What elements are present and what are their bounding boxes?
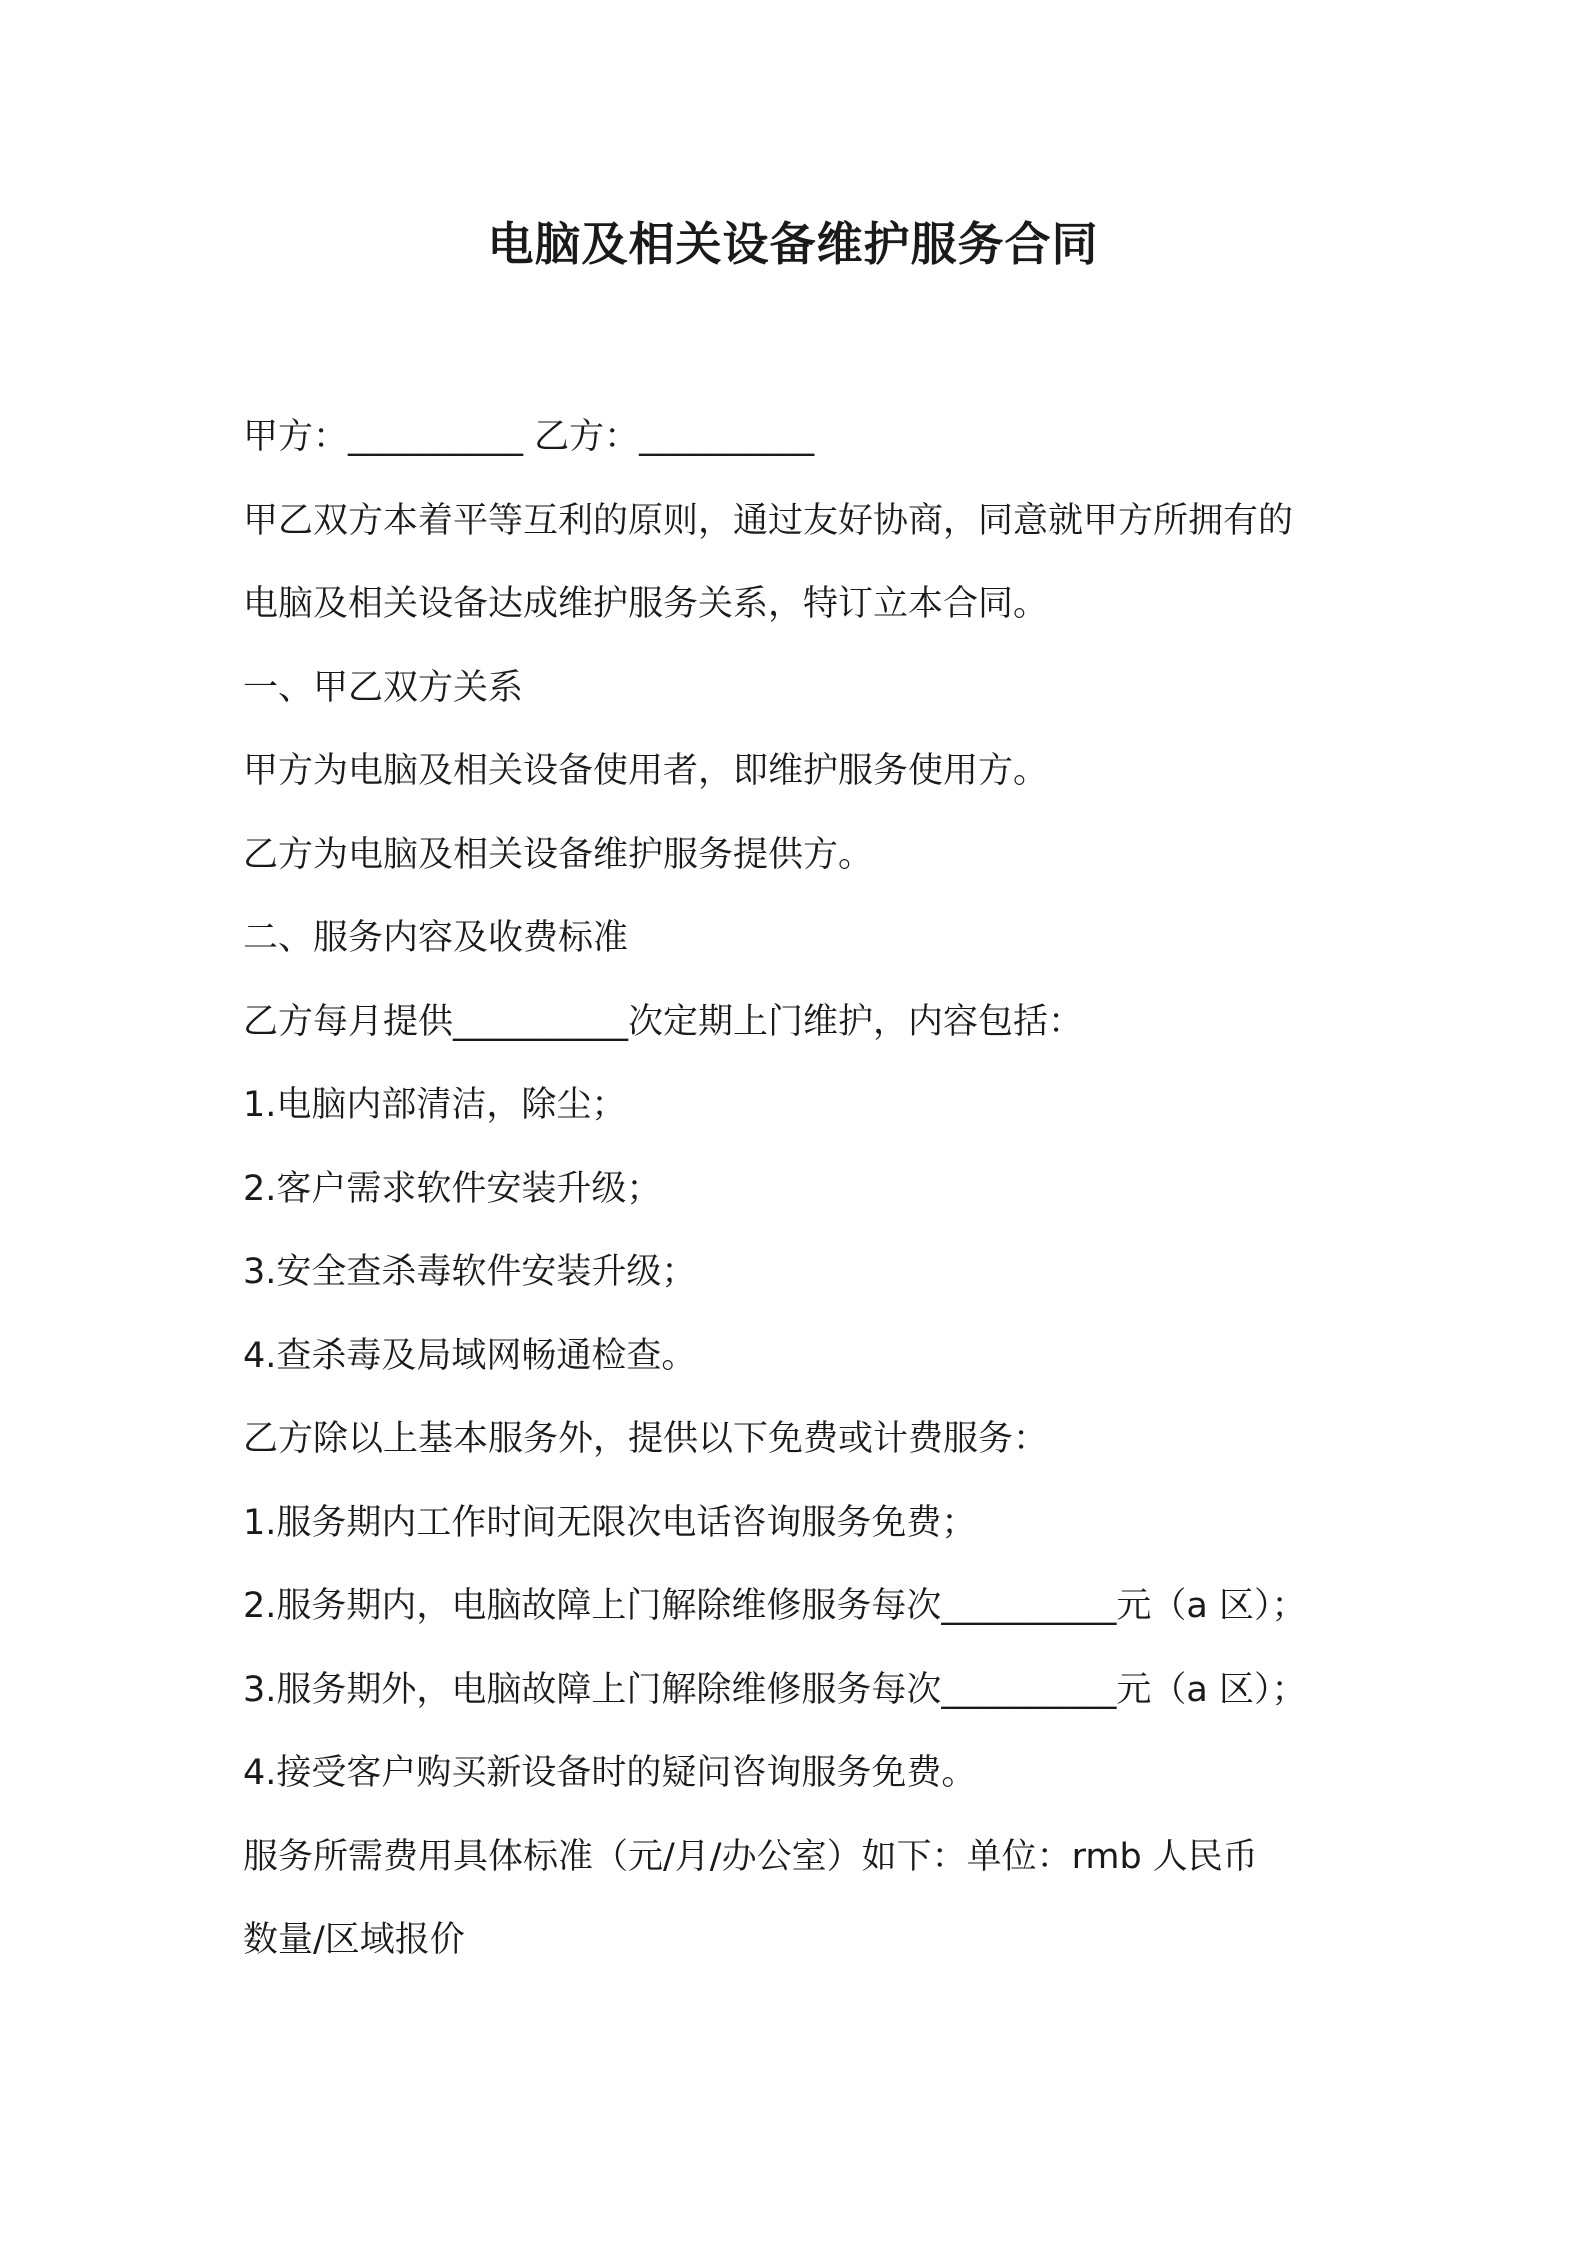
intro-paragraph-line-1: 甲乙双方本着平等互利的原则，通过友好协商，同意就甲方所拥有的 xyxy=(243,501,1294,541)
page-title: 电脑及相关设备维护服务合同 xyxy=(487,217,1099,271)
basic-service-item: 3.安全查杀毒软件安装升级； xyxy=(243,1252,697,1292)
basic-service-item: 1.电脑内部清洁，除尘； xyxy=(243,1085,627,1125)
fee-standard-line: 服务所需费用具体标准（元/月/办公室）如下：单位：rmb 人民币 xyxy=(243,1837,1258,1877)
extra-service-item: 1.服务期内工作时间无限次电话咨询服务免费； xyxy=(243,1503,977,1543)
extra-service-item: 2.服务期内，电脑故障上门解除维修服务每次__________元（a 区）； xyxy=(243,1586,1307,1626)
intro-paragraph-line-2: 电脑及相关设备达成维护服务关系，特订立本合同。 xyxy=(243,584,1049,624)
section-2-heading: 二、服务内容及收费标准 xyxy=(243,918,629,958)
extra-service-item: 4.接受客户购买新设备时的疑问咨询服务免费。 xyxy=(243,1753,977,1793)
section-1-heading: 一、甲乙双方关系 xyxy=(243,668,524,708)
basic-service-item: 4.查杀毒及局域网畅通检查。 xyxy=(243,1336,697,1376)
basic-service-item: 2.客户需求软件安装升级； xyxy=(243,1169,662,1209)
section-1-paragraph-1: 甲方为电脑及相关设备使用者，即维护服务使用方。 xyxy=(243,751,1049,791)
parties-line: 甲方：__________ 乙方：__________ xyxy=(243,417,815,457)
section-1-paragraph-2: 乙方为电脑及相关设备维护服务提供方。 xyxy=(243,835,874,875)
section-2-intro: 乙方每月提供__________次定期上门维护，内容包括： xyxy=(243,1002,1084,1042)
extra-services-intro: 乙方除以上基本服务外，提供以下免费或计费服务： xyxy=(243,1419,1049,1459)
extra-service-item: 3.服务期外，电脑故障上门解除维修服务每次__________元（a 区）； xyxy=(243,1670,1307,1710)
quote-line: 数量/区域报价 xyxy=(243,1920,465,1960)
